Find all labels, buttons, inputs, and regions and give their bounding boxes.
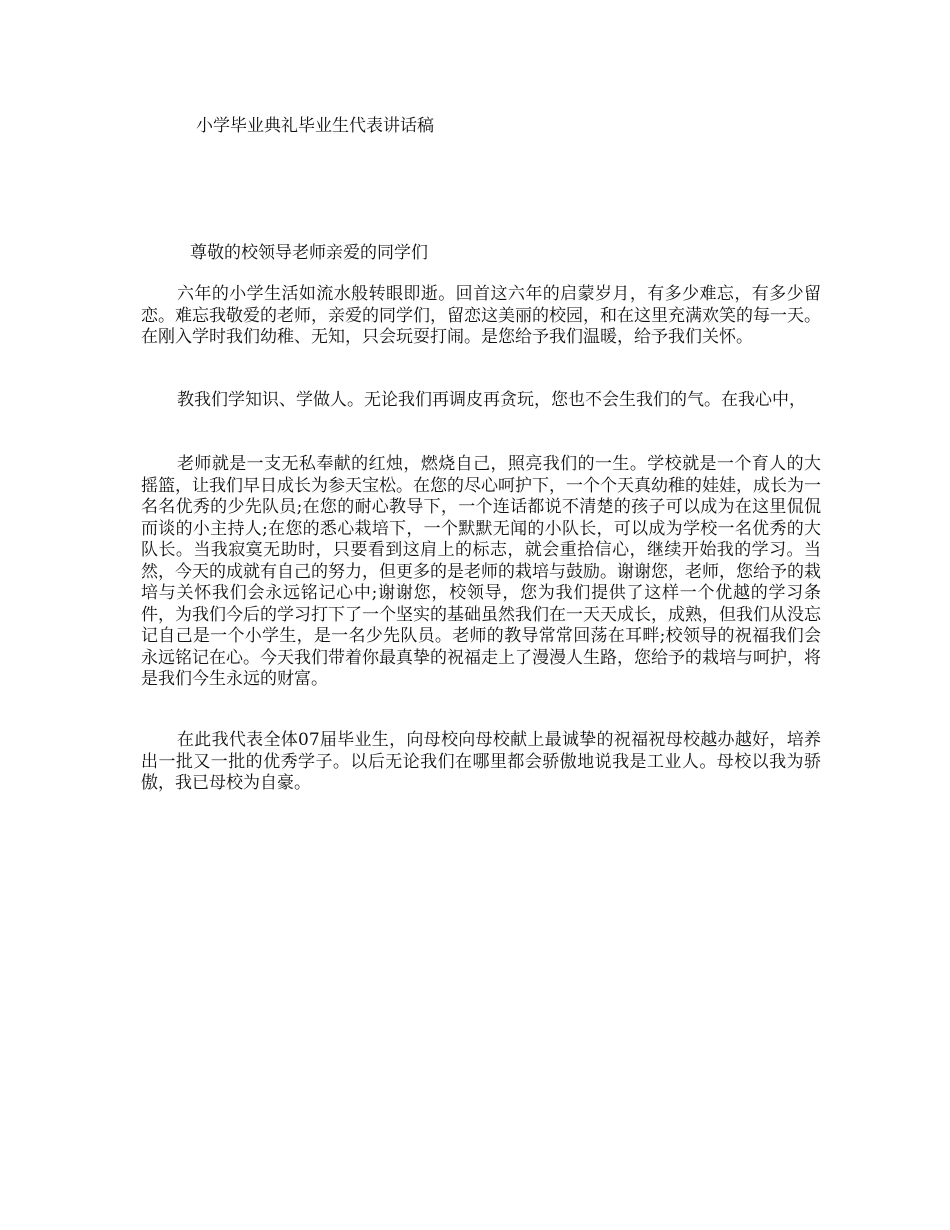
document-title: 小学毕业典礼毕业生代表讲话稿 [196, 116, 434, 136]
paragraph-3: 老师就是一支无私奉献的红烛，燃烧自己，照亮我们的一生。学校就是一个育人的大摇篮，让我们早日成长为参天宝松。在您的尽心呵护下，一个个天真幼稚的娃娃，成长为一名名优秀的少先队员;在您的耐心教导下，一个连话都说不清楚的孩子可以成为在这里侃侃而谈的小主持人;在您的悉心栽培下，一个默默无闻的小队长，可以成为学校一名优秀的大队长。当我寂寞无助时，只要看到这肩上的标志，就会重拾信心，继续开始我的学习。当然，今天的成就有自己的努力，但更多的是老师的栽培与鼓励。谢谢您，老师，您给予的栽培与关怀我们会永远铭记心中;谢谢您，校领导，您为我们提供了这样一个优越的学习条件，为我们今后的学习打下了一个坚实的基础虽然我们在一天天成长，成熟，但我们从没忘记自己是一个小学生，是一名少先队员。老师的教导常常回荡在耳畔;校领导的祝福我们会永远铭记在心。今天我们带着你最真挚的祝福走上了漫漫人生路，您给予的栽培与呵护，将是我们今生永远的财富。 [141, 454, 821, 689]
salutation: 尊敬的校领导老师亲爱的同学们 [190, 243, 428, 263]
paragraph-2: 教我们学知识、学做人。无论我们再调皮再贪玩，您也不会生我们的气。在我心中， [177, 390, 806, 410]
paragraph-1: 六年的小学生活如流水般转眼即逝。回首这六年的启蒙岁月，有多少难忘，有多少留恋。难忘我敬爱的老师，亲爱的同学们，留恋这美丽的校园，和在这里充满欢笑的每一天。在刚入学时我们幼稚、无知，只会玩耍打闹。是您给予我们温暖，给予我们关怀。 [141, 284, 821, 347]
paragraph-4: 在此我代表全体07届毕业生，向母校向母校献上最诚挚的祝福祝母校越办越好，培养出一批又一批的优秀学子。以后无论我们在哪里都会骄傲地说我是工业人。母校以我为骄傲，我已母校为自豪。 [141, 730, 821, 793]
